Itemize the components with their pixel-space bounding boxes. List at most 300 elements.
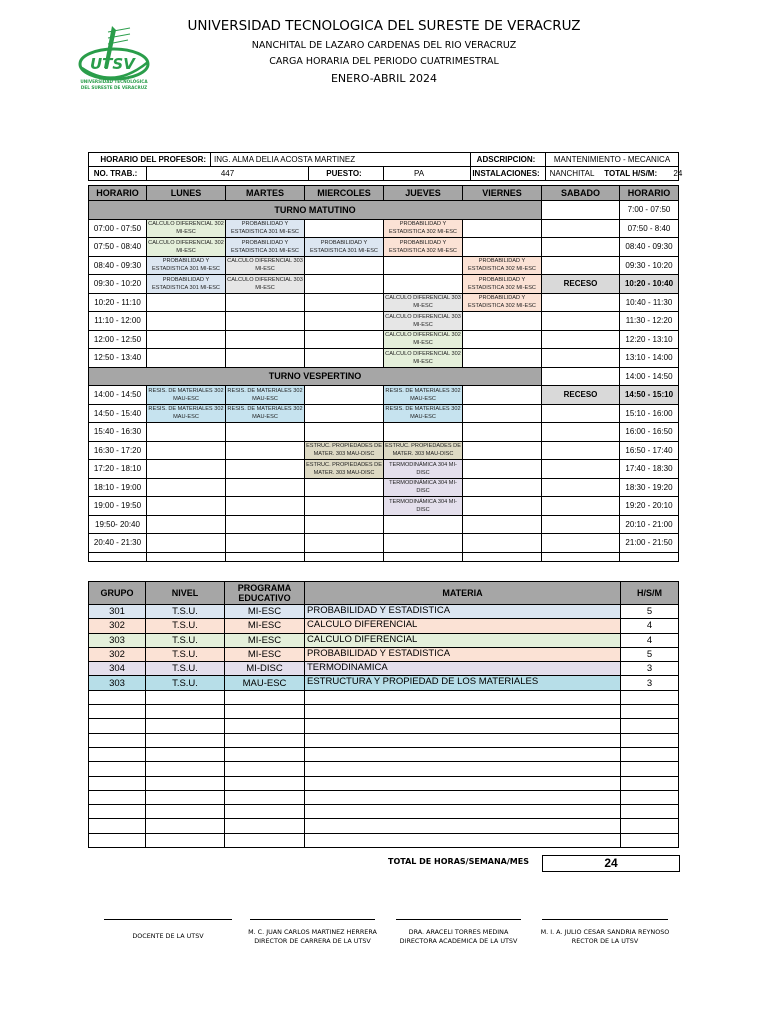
empty-cell	[305, 833, 621, 847]
class-cell-wed	[305, 497, 384, 516]
class-cell-mon: RESIS. DE MATERIALES 302 MAU-ESC	[147, 386, 226, 405]
adscripcion-value: MANTENIMIENTO - MECANICA	[546, 153, 679, 167]
class-cell-fri	[463, 460, 542, 479]
header-horario: HORARIO	[89, 186, 147, 201]
empty-cell	[146, 819, 225, 833]
professor-info-table	[88, 152, 683, 181]
time-cell-left: 10:20 - 11:10	[89, 293, 147, 312]
class-cell-tue: RESIS. DE MATERIALES 302 MAU-ESC	[226, 386, 305, 405]
time-cell-left: 20:40 - 21:30	[89, 534, 147, 553]
programa-cell: MI-ESC	[225, 633, 305, 647]
logo-caption-1: UNIVERSIDAD TECNOLÓGICA	[80, 79, 148, 84]
programa-cell: MAU-ESC	[225, 676, 305, 690]
sabado-cell	[542, 423, 620, 442]
empty-cell	[305, 819, 621, 833]
empty-cell	[225, 776, 305, 790]
sabado-cell	[542, 460, 620, 479]
schedule-row	[89, 386, 679, 405]
signature-line2: RECTOR DE LA UTSV	[571, 937, 639, 945]
empty-cell	[146, 805, 225, 819]
empty-cell	[621, 805, 679, 819]
sabado-cell	[542, 293, 620, 312]
grupo-cell: 304	[89, 662, 146, 676]
class-cell-tue	[226, 460, 305, 479]
sabado-cell	[542, 330, 620, 349]
class-cell-thu: CALCULO DIFERENCIAL 302 MI-ESC	[384, 330, 463, 349]
sabado-cell	[542, 441, 620, 460]
empty-cell	[146, 762, 225, 776]
empty-cell	[621, 733, 679, 747]
class-cell-fri: PROBABILIDAD Y ESTADISTICA 302 MI-ESC	[463, 293, 542, 312]
nivel-cell: T.S.U.	[146, 619, 225, 633]
profesor-label: HORARIO DEL PROFESOR:	[89, 153, 211, 167]
summary-row	[89, 662, 679, 676]
time-cell-left: 11:10 - 12:00	[89, 312, 147, 331]
nivel-cell: T.S.U.	[146, 676, 225, 690]
hsm-cell: 4	[621, 619, 679, 633]
class-cell-thu	[384, 256, 463, 275]
time-cell-left: 14:00 - 14:50	[89, 386, 147, 405]
summary-row	[89, 647, 679, 661]
class-cell-thu	[384, 534, 463, 553]
schedule-row	[89, 349, 679, 368]
class-cell-tue: PROBABILIDAD Y ESTADISTICA 301 MI-ESC	[226, 219, 305, 238]
class-cell-wed	[305, 349, 384, 368]
summary-header: GRUPO	[89, 582, 146, 605]
turno-matutino-banner: TURNO MATUTINO	[89, 201, 542, 220]
summary-empty-row	[89, 690, 679, 704]
time-cell-right: 14:50 - 15:10	[620, 386, 679, 405]
empty-cell	[146, 790, 225, 804]
empty-cell	[621, 819, 679, 833]
instalaciones-value: NANCHITAL	[549, 169, 595, 178]
empty-cell	[305, 776, 621, 790]
header-lunes: LUNES	[147, 186, 226, 201]
schedule-row	[89, 312, 679, 331]
empty-cell	[89, 805, 146, 819]
class-cell-wed	[305, 330, 384, 349]
empty-cell	[89, 733, 146, 747]
class-cell-fri	[463, 534, 542, 553]
hsm-cell: 3	[621, 676, 679, 690]
class-cell-wed	[305, 275, 384, 294]
class-cell-tue	[226, 423, 305, 442]
class-cell-mon	[147, 515, 226, 534]
empty-cell	[89, 790, 146, 804]
class-cell-thu: CALCULO DIFERENCIAL 302 MI-ESC	[384, 349, 463, 368]
summary-empty-row	[89, 762, 679, 776]
class-cell-tue	[226, 515, 305, 534]
blank-cell	[89, 552, 147, 561]
empty-cell	[305, 733, 621, 747]
class-cell-wed: ESTRUC. PROPIEDADES DE MATER. 303 MAU-DISC	[305, 441, 384, 460]
empty-cell	[225, 790, 305, 804]
class-cell-tue	[226, 330, 305, 349]
signature-director-carrera	[240, 928, 385, 946]
grupo-cell: 301	[89, 605, 146, 619]
grupo-cell: 302	[89, 647, 146, 661]
empty-cell	[89, 833, 146, 847]
signature-line-3	[396, 919, 521, 920]
empty-cell	[225, 705, 305, 719]
class-cell-mon	[147, 441, 226, 460]
class-cell-mon: RESIS. DE MATERIALES 302 MAU-ESC	[147, 404, 226, 423]
programa-cell: MI-ESC	[225, 647, 305, 661]
summary-empty-row	[89, 819, 679, 833]
time-cell-left: 16:30 - 17:20	[89, 441, 147, 460]
empty-cell	[305, 705, 621, 719]
class-cell-mon	[147, 423, 226, 442]
schedule-row	[89, 534, 679, 553]
empty-cell	[305, 790, 621, 804]
empty-cell	[305, 805, 621, 819]
class-cell-wed: ESTRUC. PROPIEDADES DE MATER. 303 MAU-DISC	[305, 460, 384, 479]
time-cell-right: 12:20 - 13:10	[620, 330, 679, 349]
programa-cell: MI-ESC	[225, 619, 305, 633]
class-cell-wed	[305, 312, 384, 331]
time-cell-left: 12:50 - 13:40	[89, 349, 147, 368]
time-cell-left: 09:30 - 10:20	[89, 275, 147, 294]
time-cell-right: 20:10 - 21:00	[620, 515, 679, 534]
empty-cell	[146, 747, 225, 761]
header-miercoles: MIERCOLES	[305, 186, 384, 201]
class-cell-fri	[463, 497, 542, 516]
time-cell-right: 07:50 - 8:40	[620, 219, 679, 238]
sabado-cell	[542, 256, 620, 275]
sabado-cell	[542, 404, 620, 423]
schedule-row	[89, 238, 679, 257]
nivel-cell: T.S.U.	[146, 633, 225, 647]
signature-line1: DOCENTE DE LA UTSV	[132, 932, 204, 940]
summary-row	[89, 605, 679, 619]
class-cell-thu: PROBABILIDAD Y ESTADISTICA 302 MI-ESC	[384, 238, 463, 257]
summary-row	[89, 676, 679, 690]
nivel-cell: T.S.U.	[146, 647, 225, 661]
total-label: TOTAL H/S/M:	[604, 169, 658, 178]
empty-cell	[621, 747, 679, 761]
schedule-row	[89, 404, 679, 423]
class-cell-mon	[147, 312, 226, 331]
puesto-value: PA	[384, 167, 471, 181]
class-cell-mon	[147, 497, 226, 516]
empty-cell	[225, 719, 305, 733]
class-cell-fri	[463, 330, 542, 349]
class-cell-tue: RESIS. DE MATERIALES 302 MAU-ESC	[226, 404, 305, 423]
empty-cell	[89, 762, 146, 776]
class-cell-fri	[463, 312, 542, 331]
class-cell-thu: ESTRUC. PROPIEDADES DE MATER. 303 MAU-DISC	[384, 441, 463, 460]
time-cell-right: 10:20 - 10:40	[620, 275, 679, 294]
blank-cell	[226, 552, 305, 561]
empty-cell	[146, 776, 225, 790]
adscripcion-label: ADSCRIPCION:	[471, 153, 546, 167]
total-hours-label: TOTAL DE HORAS/SEMANA/MES	[388, 857, 529, 866]
summary-empty-row	[89, 705, 679, 719]
sabado-cell	[542, 497, 620, 516]
location-subtitle: NANCHITAL DE LAZARO CARDENAS DEL RIO VERACRUZ	[251, 40, 517, 51]
summary-empty-row	[89, 776, 679, 790]
time-cell-right: 18:30 - 19:20	[620, 478, 679, 497]
summary-empty-row	[89, 733, 679, 747]
class-cell-fri	[463, 349, 542, 368]
signature-line-2	[250, 919, 375, 920]
class-cell-fri	[463, 404, 542, 423]
schedule-table	[88, 185, 679, 562]
class-cell-thu: CALCULO DIFERENCIAL 303 MI-ESC	[384, 293, 463, 312]
nivel-cell: T.S.U.	[146, 662, 225, 676]
signature-line1: DRA. ARACELI TORRES MEDINA	[408, 928, 509, 936]
class-cell-mon: PROBABILIDAD Y ESTADISTICA 301 MI-ESC	[147, 275, 226, 294]
logo-caption-2: DEL SURESTE DE VERACRUZ	[80, 85, 148, 90]
class-cell-wed	[305, 515, 384, 534]
blank-cell	[542, 552, 620, 561]
header-horario: HORARIO	[620, 186, 679, 201]
class-cell-wed	[305, 256, 384, 275]
time-cell-left: 12:00 - 12:50	[89, 330, 147, 349]
class-cell-wed	[305, 219, 384, 238]
time-cell-left: 19:50- 20:40	[89, 515, 147, 534]
sabado-cell	[542, 312, 620, 331]
summary-row	[89, 619, 679, 633]
summary-header: H/S/M	[621, 582, 679, 605]
class-cell-mon: CALCULO DIFERENCIAL 302 MI-ESC	[147, 238, 226, 257]
schedule-row	[89, 275, 679, 294]
time-cell-right: 19:20 - 20:10	[620, 497, 679, 516]
hsm-cell: 5	[621, 647, 679, 661]
signature-line-4	[542, 919, 668, 920]
empty-cell	[621, 719, 679, 733]
blank-cell	[147, 552, 226, 561]
class-cell-thu: TERMODINÁMICA 304 MI-DISC	[384, 497, 463, 516]
schedule-row	[89, 441, 679, 460]
class-cell-thu: CALCULO DIFERENCIAL 303 MI-ESC	[384, 312, 463, 331]
header-viernes: VIERNES	[463, 186, 542, 201]
blank-cell	[384, 552, 463, 561]
class-cell-thu: RESIS. DE MATERIALES 302 MAU-ESC	[384, 386, 463, 405]
empty-cell	[305, 747, 621, 761]
class-cell-wed	[305, 404, 384, 423]
schedule-row	[89, 515, 679, 534]
empty-cell	[305, 762, 621, 776]
empty-cell	[225, 762, 305, 776]
summary-empty-row	[89, 719, 679, 733]
empty-cell	[225, 819, 305, 833]
summary-empty-row	[89, 747, 679, 761]
period-title: ENERO-ABRIL 2024	[330, 72, 438, 85]
empty-cell	[89, 819, 146, 833]
class-cell-thu	[384, 275, 463, 294]
class-cell-fri: PROBABILIDAD Y ESTADISTICA 302 MI-ESC	[463, 256, 542, 275]
class-cell-tue	[226, 534, 305, 553]
schedule-row	[89, 256, 679, 275]
empty-cell	[146, 733, 225, 747]
class-cell-fri	[463, 423, 542, 442]
total-hours-value: 24	[542, 855, 680, 872]
sabado-cell	[542, 478, 620, 497]
empty-cell	[621, 705, 679, 719]
time-cell-right: 17:40 - 18:30	[620, 460, 679, 479]
empty-cell	[621, 833, 679, 847]
nivel-cell: T.S.U.	[146, 605, 225, 619]
class-cell-wed	[305, 386, 384, 405]
hsm-cell: 4	[621, 633, 679, 647]
sabado-cell	[542, 515, 620, 534]
empty-cell	[621, 690, 679, 704]
hsm-cell: 3	[621, 662, 679, 676]
class-cell-tue	[226, 312, 305, 331]
summary-header: PROGRAMA EDUCATIVO	[225, 582, 305, 605]
time-cell-right: 13:10 - 14:00	[620, 349, 679, 368]
materia-cell: TERMODINAMICA	[305, 662, 621, 676]
time-cell-left: 18:10 - 19:00	[89, 478, 147, 497]
class-cell-mon	[147, 293, 226, 312]
time-cell-left: 19:00 - 19:50	[89, 497, 147, 516]
class-cell-tue	[226, 441, 305, 460]
total-value: 24	[673, 169, 683, 178]
time-cell-right: 11:30 - 12:20	[620, 312, 679, 331]
instalaciones-label: INSTALACIONES:	[471, 167, 546, 181]
summary-empty-row	[89, 833, 679, 847]
time-cell-left: 08:40 - 09:30	[89, 256, 147, 275]
receso-cell: RECESO	[542, 386, 620, 405]
empty-cell	[621, 776, 679, 790]
materia-cell: CALCULO DIFERENCIAL	[305, 619, 621, 633]
class-cell-thu: TERMODINÁMICA 304 MI-DISC	[384, 460, 463, 479]
time-cell-right: 7:00 - 07:50	[620, 201, 679, 220]
document-subtitle: CARGA HORARIA DEL PERIODO CUATRIMESTRAL	[269, 56, 499, 67]
class-cell-thu	[384, 423, 463, 442]
class-cell-wed	[305, 423, 384, 442]
blank-cell	[305, 552, 384, 561]
signature-line1: M. I. A. JULIO CESAR SANDRIA REYNOSO	[540, 928, 670, 936]
empty-cell	[89, 719, 146, 733]
class-cell-fri	[463, 478, 542, 497]
class-cell-mon: PROBABILIDAD Y ESTADISTICA 301 MI-ESC	[147, 256, 226, 275]
sabado-cell	[542, 219, 620, 238]
schedule-row	[89, 423, 679, 442]
schedule-row	[89, 293, 679, 312]
class-cell-tue	[226, 349, 305, 368]
class-cell-fri	[463, 386, 542, 405]
sabado-cell	[542, 238, 620, 257]
notrab-label: NO. TRAB.:	[89, 167, 147, 181]
class-cell-thu	[384, 515, 463, 534]
empty-cell	[146, 705, 225, 719]
empty-cell	[225, 833, 305, 847]
class-cell-fri	[463, 219, 542, 238]
instalaciones-total-cell	[546, 167, 683, 181]
empty-cell	[225, 747, 305, 761]
empty-cell	[305, 719, 621, 733]
class-cell-mon	[147, 349, 226, 368]
time-cell-right: 15:10 - 16:00	[620, 404, 679, 423]
empty-cell	[225, 690, 305, 704]
empty-cell	[225, 805, 305, 819]
time-cell-right: 16:50 - 17:40	[620, 441, 679, 460]
sabado-cell	[542, 201, 620, 220]
class-cell-wed	[305, 478, 384, 497]
class-cell-fri	[463, 441, 542, 460]
empty-cell	[89, 690, 146, 704]
empty-cell	[225, 733, 305, 747]
summary-empty-row	[89, 805, 679, 819]
empty-cell	[305, 690, 621, 704]
time-cell-left: 15:40 - 16:30	[89, 423, 147, 442]
empty-cell	[621, 762, 679, 776]
class-cell-tue: CALCULO DIFERENCIAL 303 MI-ESC	[226, 275, 305, 294]
materia-cell: PROBABILIDAD Y ESTADISTICA	[305, 605, 621, 619]
class-cell-wed: PROBABILIDAD Y ESTADISTICA 301 MI-ESC	[305, 238, 384, 257]
empty-cell	[89, 705, 146, 719]
subjects-summary-table	[88, 581, 679, 848]
time-cell-right: 08:40 - 09:30	[620, 238, 679, 257]
class-cell-tue	[226, 293, 305, 312]
schedule-row	[89, 460, 679, 479]
class-cell-mon: CALCULO DIFERENCIAL 302 MI-ESC	[147, 219, 226, 238]
class-cell-tue	[226, 478, 305, 497]
sabado-cell	[542, 367, 620, 386]
class-cell-thu: RESIS. DE MATERIALES 302 MAU-ESC	[384, 404, 463, 423]
time-cell-right: 14:00 - 14:50	[620, 367, 679, 386]
class-cell-fri	[463, 515, 542, 534]
grupo-cell: 303	[89, 676, 146, 690]
header-jueves: JUEVES	[384, 186, 463, 201]
empty-cell	[146, 833, 225, 847]
summary-header: NIVEL	[146, 582, 225, 605]
logo-text: UTSV	[90, 55, 135, 73]
time-cell-right: 16:00 - 16:50	[620, 423, 679, 442]
turno-vespertino-banner: TURNO VESPERTINO	[89, 367, 542, 386]
class-cell-thu: TERMODINÁMICA 304 MI-DISC	[384, 478, 463, 497]
summary-empty-row	[89, 790, 679, 804]
time-cell-right: 09:30 - 10:20	[620, 256, 679, 275]
empty-cell	[621, 790, 679, 804]
signature-line2: DIRECTORA ACADEMICA DE LA UTSV	[399, 937, 518, 945]
programa-cell: MI-DISC	[225, 662, 305, 676]
empty-cell	[89, 776, 146, 790]
blank-cell	[463, 552, 542, 561]
programa-cell: MI-ESC	[225, 605, 305, 619]
university-title: UNIVERSIDAD TECNOLOGICA DEL SURESTE DE VERACRUZ	[187, 18, 581, 34]
header-martes: MARTES	[226, 186, 305, 201]
sabado-cell	[542, 349, 620, 368]
signature-directora-academica	[388, 928, 529, 946]
class-cell-wed	[305, 534, 384, 553]
schedule-row	[89, 219, 679, 238]
class-cell-fri: PROBABILIDAD Y ESTADISTICA 302 MI-ESC	[463, 275, 542, 294]
time-cell-left: 14:50 - 15:40	[89, 404, 147, 423]
class-cell-fri	[463, 238, 542, 257]
puesto-label: PUESTO:	[309, 167, 384, 181]
empty-cell	[146, 690, 225, 704]
sabado-cell	[542, 534, 620, 553]
blank-cell	[620, 552, 679, 561]
receso-cell: RECESO	[542, 275, 620, 294]
time-cell-right: 10:40 - 11:30	[620, 293, 679, 312]
empty-cell	[89, 747, 146, 761]
signature-line-1	[104, 919, 232, 920]
materia-cell: CALCULO DIFERENCIAL	[305, 633, 621, 647]
header-sabado: SABADO	[542, 186, 620, 201]
schedule-row	[89, 497, 679, 516]
class-cell-wed	[305, 293, 384, 312]
schedule-row	[89, 330, 679, 349]
class-cell-mon	[147, 330, 226, 349]
summary-row	[89, 633, 679, 647]
class-cell-mon	[147, 478, 226, 497]
time-cell-right: 21:00 - 21:50	[620, 534, 679, 553]
signature-docente	[104, 932, 232, 941]
